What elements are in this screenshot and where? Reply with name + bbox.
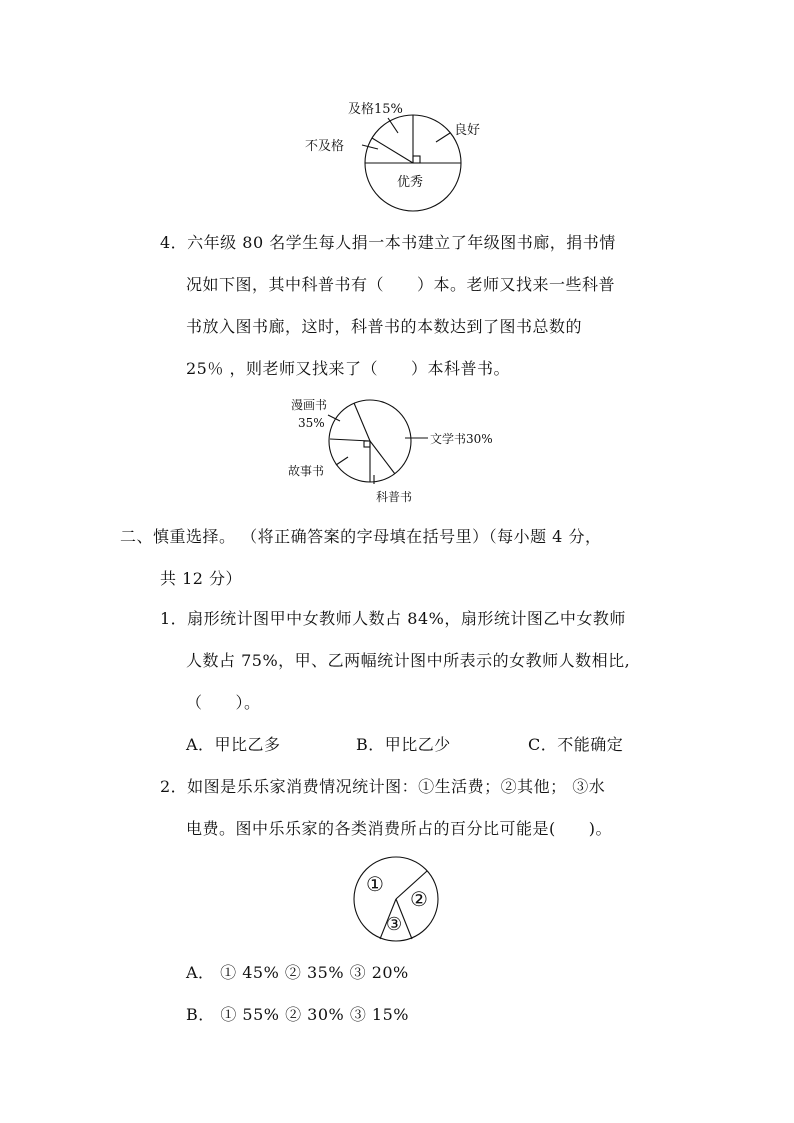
expense-label-3: ③ [386, 914, 403, 935]
grades-label-fail: 不及格 [305, 139, 345, 154]
grades-pie-right-angle [413, 156, 420, 163]
q1-line-3: （ ）。 [186, 693, 261, 712]
books-label-science: 科普书 [376, 490, 413, 504]
books-radius-right [370, 441, 395, 474]
books-label-literature: 文学书30% [430, 432, 493, 446]
grades-pie-radius-pass [372, 138, 413, 163]
q2-option-a: A． ① 45% ② 35% ③ 20% [186, 963, 409, 982]
q1-line-2: 人数占 75%，甲、乙两幅统计图中所表示的女教师人数相比, [186, 651, 631, 670]
books-radius-top [354, 403, 370, 441]
grades-pie-chart [300, 95, 510, 215]
q1-option-b: B．甲比乙少 [356, 735, 451, 754]
expense-label-1: ① [366, 872, 384, 896]
expense-pie-chart [340, 855, 450, 945]
q2-option-b: B． ① 55% ② 30% ③ 15% [186, 1005, 409, 1024]
expense-label-2: ② [410, 887, 428, 911]
q4-line-2: 况如下图，其中科普书有（ ）本。老师又找来一些科普 [186, 275, 616, 294]
q1-line-1: 1．扇形统计图甲中女教师人数占 84%，扇形统计图乙中女教师 [160, 609, 626, 628]
grades-pass-leader [388, 118, 398, 133]
q4-line-1: 4．六年级 80 名学生每人捐一本书建立了年级图书廊，捐书情 [160, 233, 616, 252]
books-pie-right-angle [364, 441, 370, 447]
grades-label-good: 良好 [454, 123, 481, 138]
section2-line-2: 共 12 分） [160, 569, 243, 588]
q4-line-3: 书放入图书廊，这时，科普书的本数达到了图书总数的 [186, 317, 583, 336]
books-label-comic-name: 漫画书 [291, 398, 328, 412]
q2-line-2: 电费。图中乐乐家的各类消费所占的百分比可能是( )。 [186, 819, 612, 838]
q4-line-4: 25％ ，则老师又找来了（ ）本科普书。 [186, 359, 510, 378]
books-pie-chart [280, 393, 520, 513]
q1-option-c: C．不能确定 [528, 735, 624, 754]
books-label-story: 故事书 [288, 464, 325, 478]
grades-good-leader [436, 133, 450, 142]
grades-label-pass: 及格15% [348, 102, 403, 117]
section2-line-1: 二、慎重选择。 （将正确答案的字母填在括号里）（每小题 4 分， [120, 527, 602, 546]
grades-fail-leader [362, 145, 378, 149]
books-label-comic-pct: 35% [298, 416, 325, 430]
q1-option-a: A．甲比乙多 [186, 735, 281, 754]
grades-label-excellent: 优秀 [397, 175, 424, 190]
books-story-leader [336, 457, 348, 465]
q2-line-1: 2．如图是乐乐家消费情况统计图：①生活费；②其他； ③水 [160, 777, 606, 796]
